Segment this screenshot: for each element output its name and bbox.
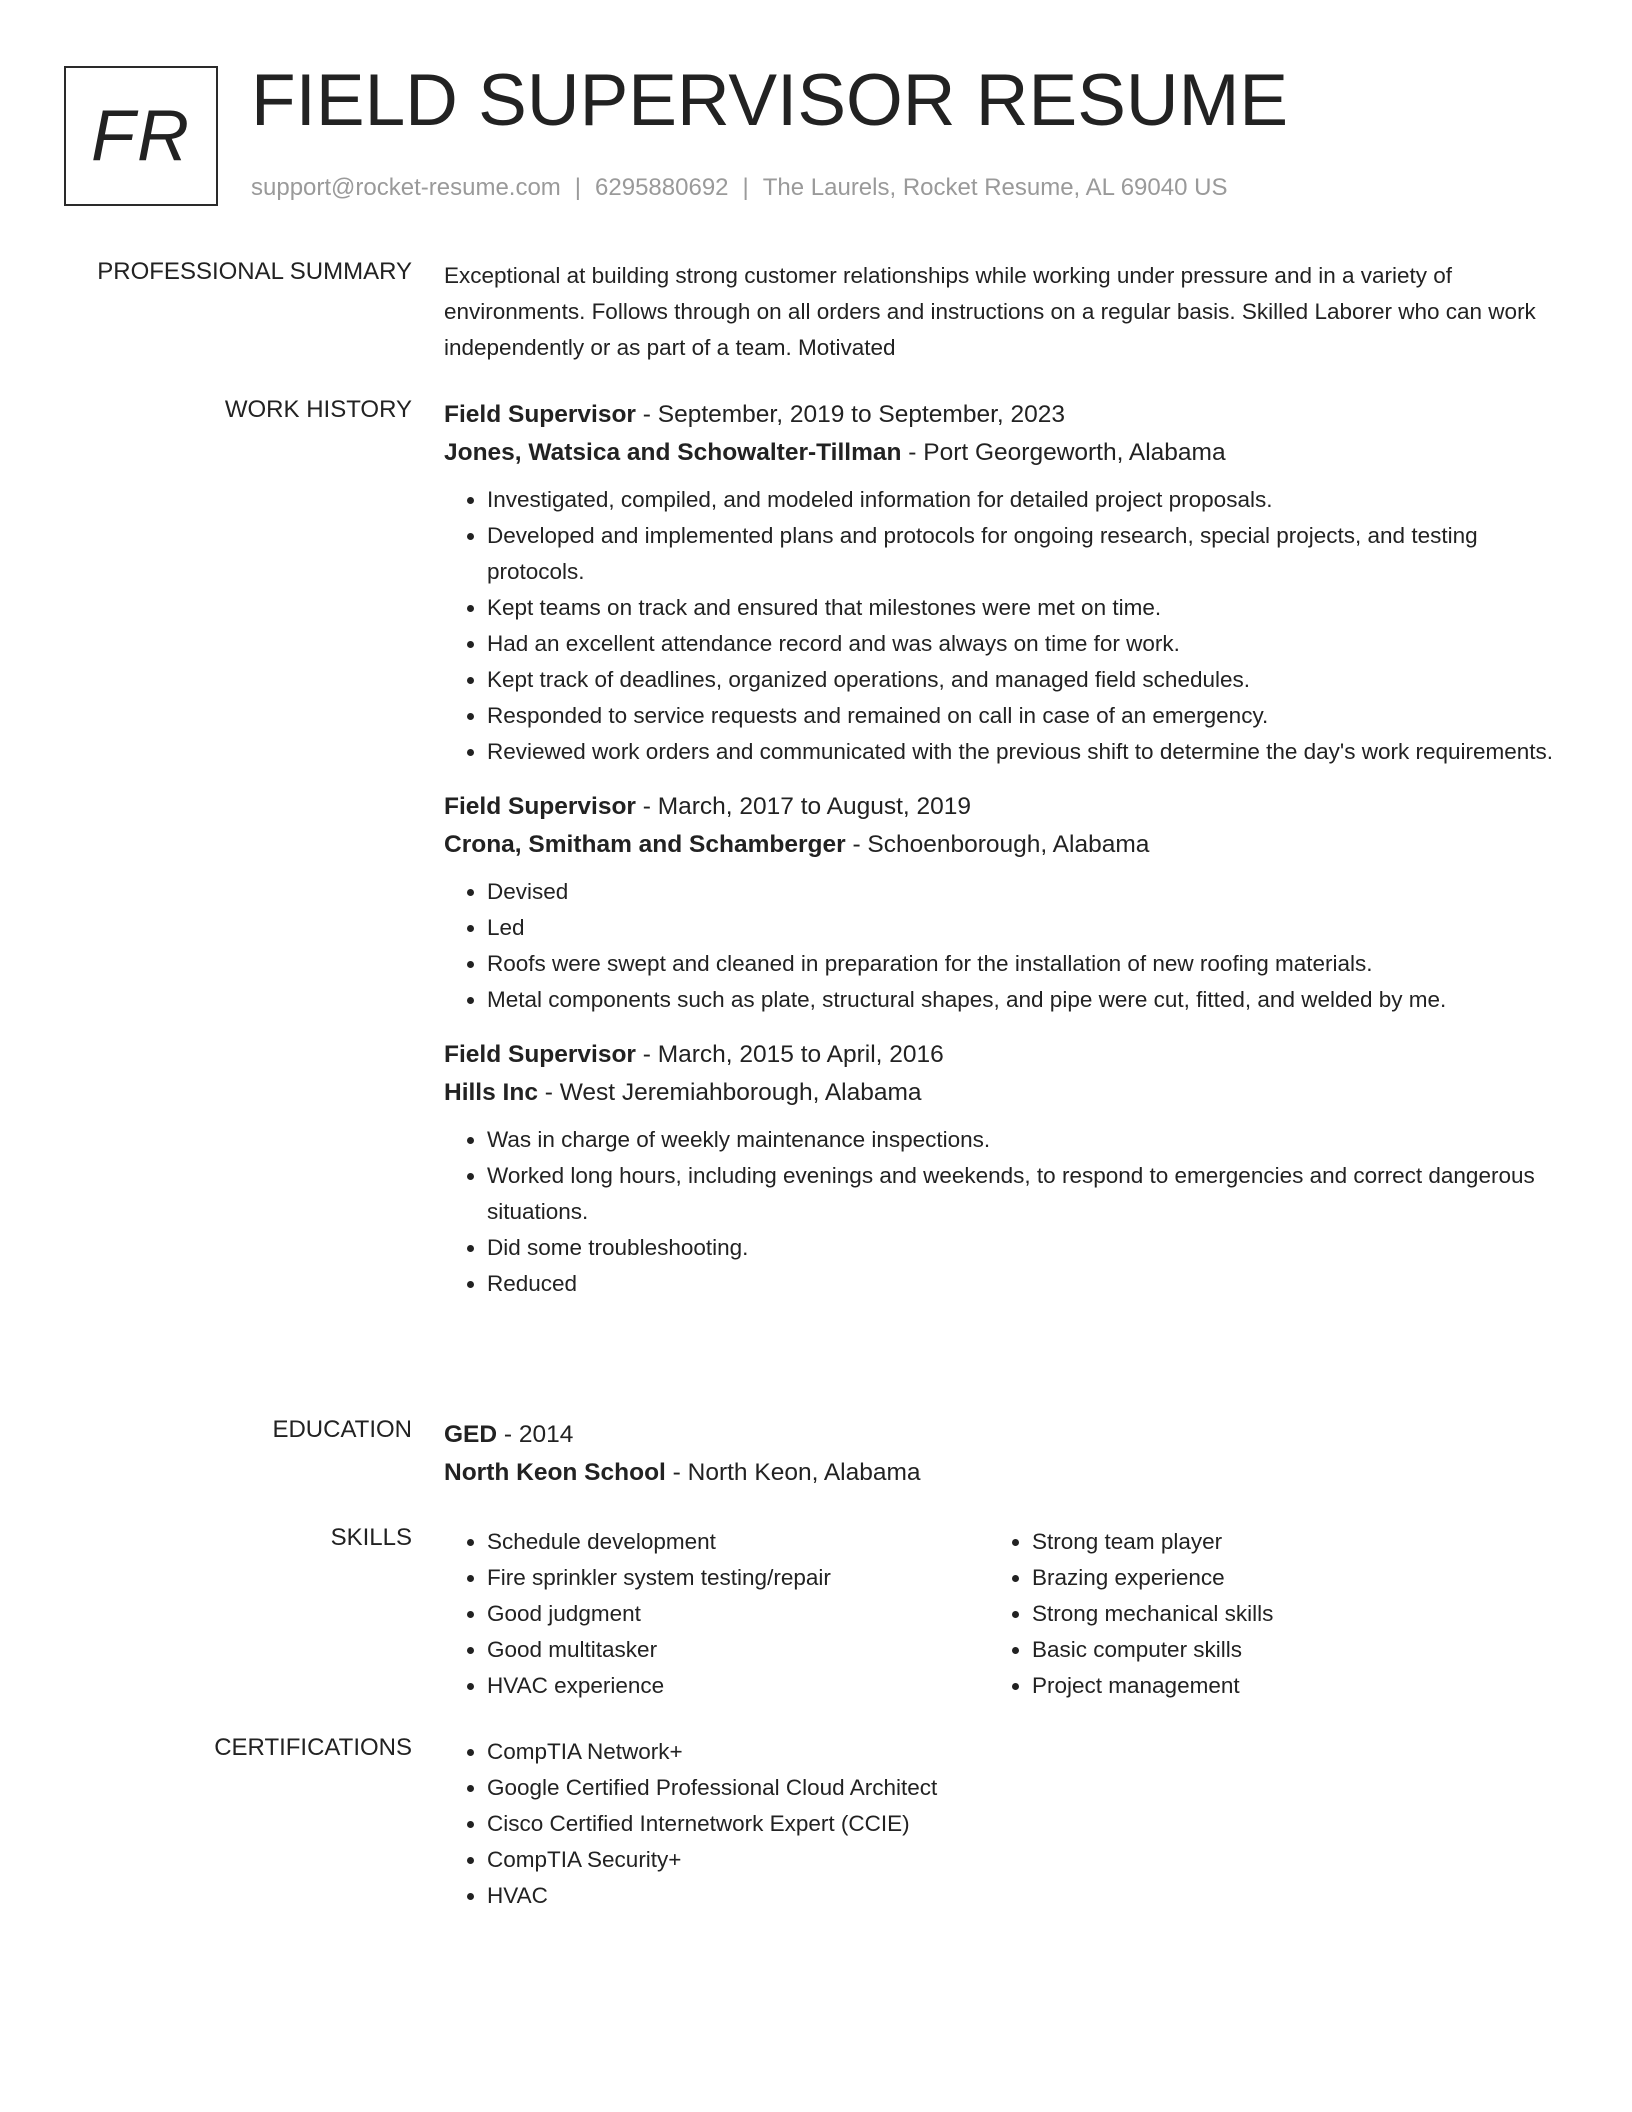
education-degree: GED xyxy=(444,1421,498,1448)
skill-item: • Brazing experience xyxy=(1032,1560,1534,1596)
job-title-line xyxy=(444,396,1560,434)
job-bullet: • Was in charge of weekly maintenance inspections. xyxy=(487,1122,1560,1158)
job-dates: - March, 2017 to August, 2019 xyxy=(635,793,972,820)
skill-item: • Good judgment xyxy=(487,1596,989,1632)
job-title: Field Supervisor xyxy=(444,793,636,820)
section-label-work-history: WORK HISTORY xyxy=(224,396,412,423)
education-degree-line xyxy=(444,1416,1560,1454)
job-title: Field Supervisor xyxy=(444,1041,636,1068)
contact-email[interactable]: support@rocket-resume.com xyxy=(251,174,561,201)
resume-title: FIELD SUPERVISOR RESUME xyxy=(251,60,1289,141)
certification-item: • Cisco Certified Internetwork Expert (CCIE) xyxy=(487,1806,1560,1842)
job-bullet: • Metal components such as plate, structural shapes, and pipe were cut, fitted, and welded by me. xyxy=(487,982,1560,1018)
skill-item: • Good multitasker xyxy=(487,1632,989,1668)
job-bullets xyxy=(444,1122,1560,1302)
skill-item: • Schedule development xyxy=(487,1524,989,1560)
section-label-education: EDUCATION xyxy=(272,1416,412,1443)
job-title-line xyxy=(444,788,1560,826)
certification-item: • CompTIA Security+ xyxy=(487,1842,1560,1878)
job-location: - Schoenborough, Alabama xyxy=(845,831,1150,858)
job-company-line xyxy=(444,826,1560,864)
monogram-badge: FR xyxy=(64,66,218,206)
skills-column-left xyxy=(444,1524,989,1704)
skills-grid xyxy=(444,1524,1560,1704)
job-bullet: • Roofs were swept and cleaned in preparation for the installation of new roofing materials. xyxy=(487,946,1560,982)
section-label-summary: PROFESSIONAL SUMMARY xyxy=(97,258,412,285)
job-bullet: • Developed and implemented plans and protocols for ongoing research, special projects, and testing protocols. xyxy=(487,518,1560,590)
job-bullets xyxy=(444,874,1560,1018)
job-entry xyxy=(444,788,1560,1018)
skill-item: • Strong mechanical skills xyxy=(1032,1596,1534,1632)
contact-address: The Laurels, Rocket Resume, AL 69040 US xyxy=(762,174,1228,201)
job-location: - Port Georgeworth, Alabama xyxy=(901,439,1226,466)
education-year: - 2014 xyxy=(497,1421,574,1448)
education-school: North Keon School xyxy=(444,1459,666,1486)
certification-item: • HVAC xyxy=(487,1878,1560,1914)
skills-column-right xyxy=(989,1524,1534,1704)
job-bullet: • Worked long hours, including evenings and weekends, to respond to emergencies and correct dangerous situations. xyxy=(487,1158,1560,1230)
skill-item: • Project management xyxy=(1032,1668,1534,1704)
education-school-line xyxy=(444,1454,1560,1492)
job-dates: - September, 2019 to September, 2023 xyxy=(635,401,1066,428)
section-label-skills: SKILLS xyxy=(330,1524,412,1551)
contact-phone[interactable]: 6295880692 xyxy=(595,174,729,201)
contact-line xyxy=(251,174,1227,202)
certification-item: • CompTIA Network+ xyxy=(487,1734,1560,1770)
skill-item: • HVAC experience xyxy=(487,1668,989,1704)
education-body xyxy=(444,1416,1560,1492)
contact-separator: | xyxy=(742,174,749,201)
job-dates: - March, 2015 to April, 2016 xyxy=(635,1041,944,1068)
job-bullet: • Devised xyxy=(487,874,1560,910)
job-entry xyxy=(444,1036,1560,1302)
job-bullet: • Did some troubleshooting. xyxy=(487,1230,1560,1266)
job-location: - West Jeremiahborough, Alabama xyxy=(537,1079,922,1106)
job-bullet: • Responded to service requests and remained on call in case of an emergency. xyxy=(487,698,1560,734)
job-bullets xyxy=(444,482,1560,770)
job-bullet: • Investigated, compiled, and modeled information for detailed project proposals. xyxy=(487,482,1560,518)
skills-body xyxy=(444,1524,1560,1704)
job-company-line xyxy=(444,434,1560,472)
job-bullet: • Reviewed work orders and communicated with the previous shift to determine the day's work requirements. xyxy=(487,734,1560,770)
job-company-line xyxy=(444,1074,1560,1112)
skill-item: • Basic computer skills xyxy=(1032,1632,1534,1668)
certifications-list xyxy=(444,1734,1560,1914)
skill-item: • Fire sprinkler system testing/repair xyxy=(487,1560,989,1596)
certifications-body xyxy=(444,1734,1560,1914)
job-bullet: • Had an excellent attendance record and was always on time for work. xyxy=(487,626,1560,662)
skill-item: • Strong team player xyxy=(1032,1524,1534,1560)
job-bullet: • Reduced xyxy=(487,1266,1560,1302)
education-location: - North Keon, Alabama xyxy=(665,1459,921,1486)
job-title-line xyxy=(444,1036,1560,1074)
work-history-body xyxy=(444,396,1560,1320)
contact-separator: | xyxy=(574,174,582,201)
job-title: Field Supervisor xyxy=(444,401,636,428)
job-company: Jones, Watsica and Schowalter-Tillman xyxy=(444,439,902,466)
job-company: Crona, Smitham and Schamberger xyxy=(444,831,846,858)
job-bullet: • Led xyxy=(487,910,1560,946)
job-entry xyxy=(444,396,1560,770)
job-bullet: • Kept track of deadlines, organized operations, and managed field schedules. xyxy=(487,662,1560,698)
certification-item: • Google Certified Professional Cloud Architect xyxy=(487,1770,1560,1806)
job-bullet: • Kept teams on track and ensured that milestones were met on time. xyxy=(487,590,1560,626)
job-company: Hills Inc xyxy=(444,1079,538,1106)
section-label-certifications: CERTIFICATIONS xyxy=(214,1734,412,1761)
summary-text: Exceptional at building strong customer relationships while working under pressure and in a variety of environments. Follows through on all orders and instructions on a regular basis. Skilled Laborer who can work independently or as part of a team. Motivated xyxy=(444,263,1536,360)
